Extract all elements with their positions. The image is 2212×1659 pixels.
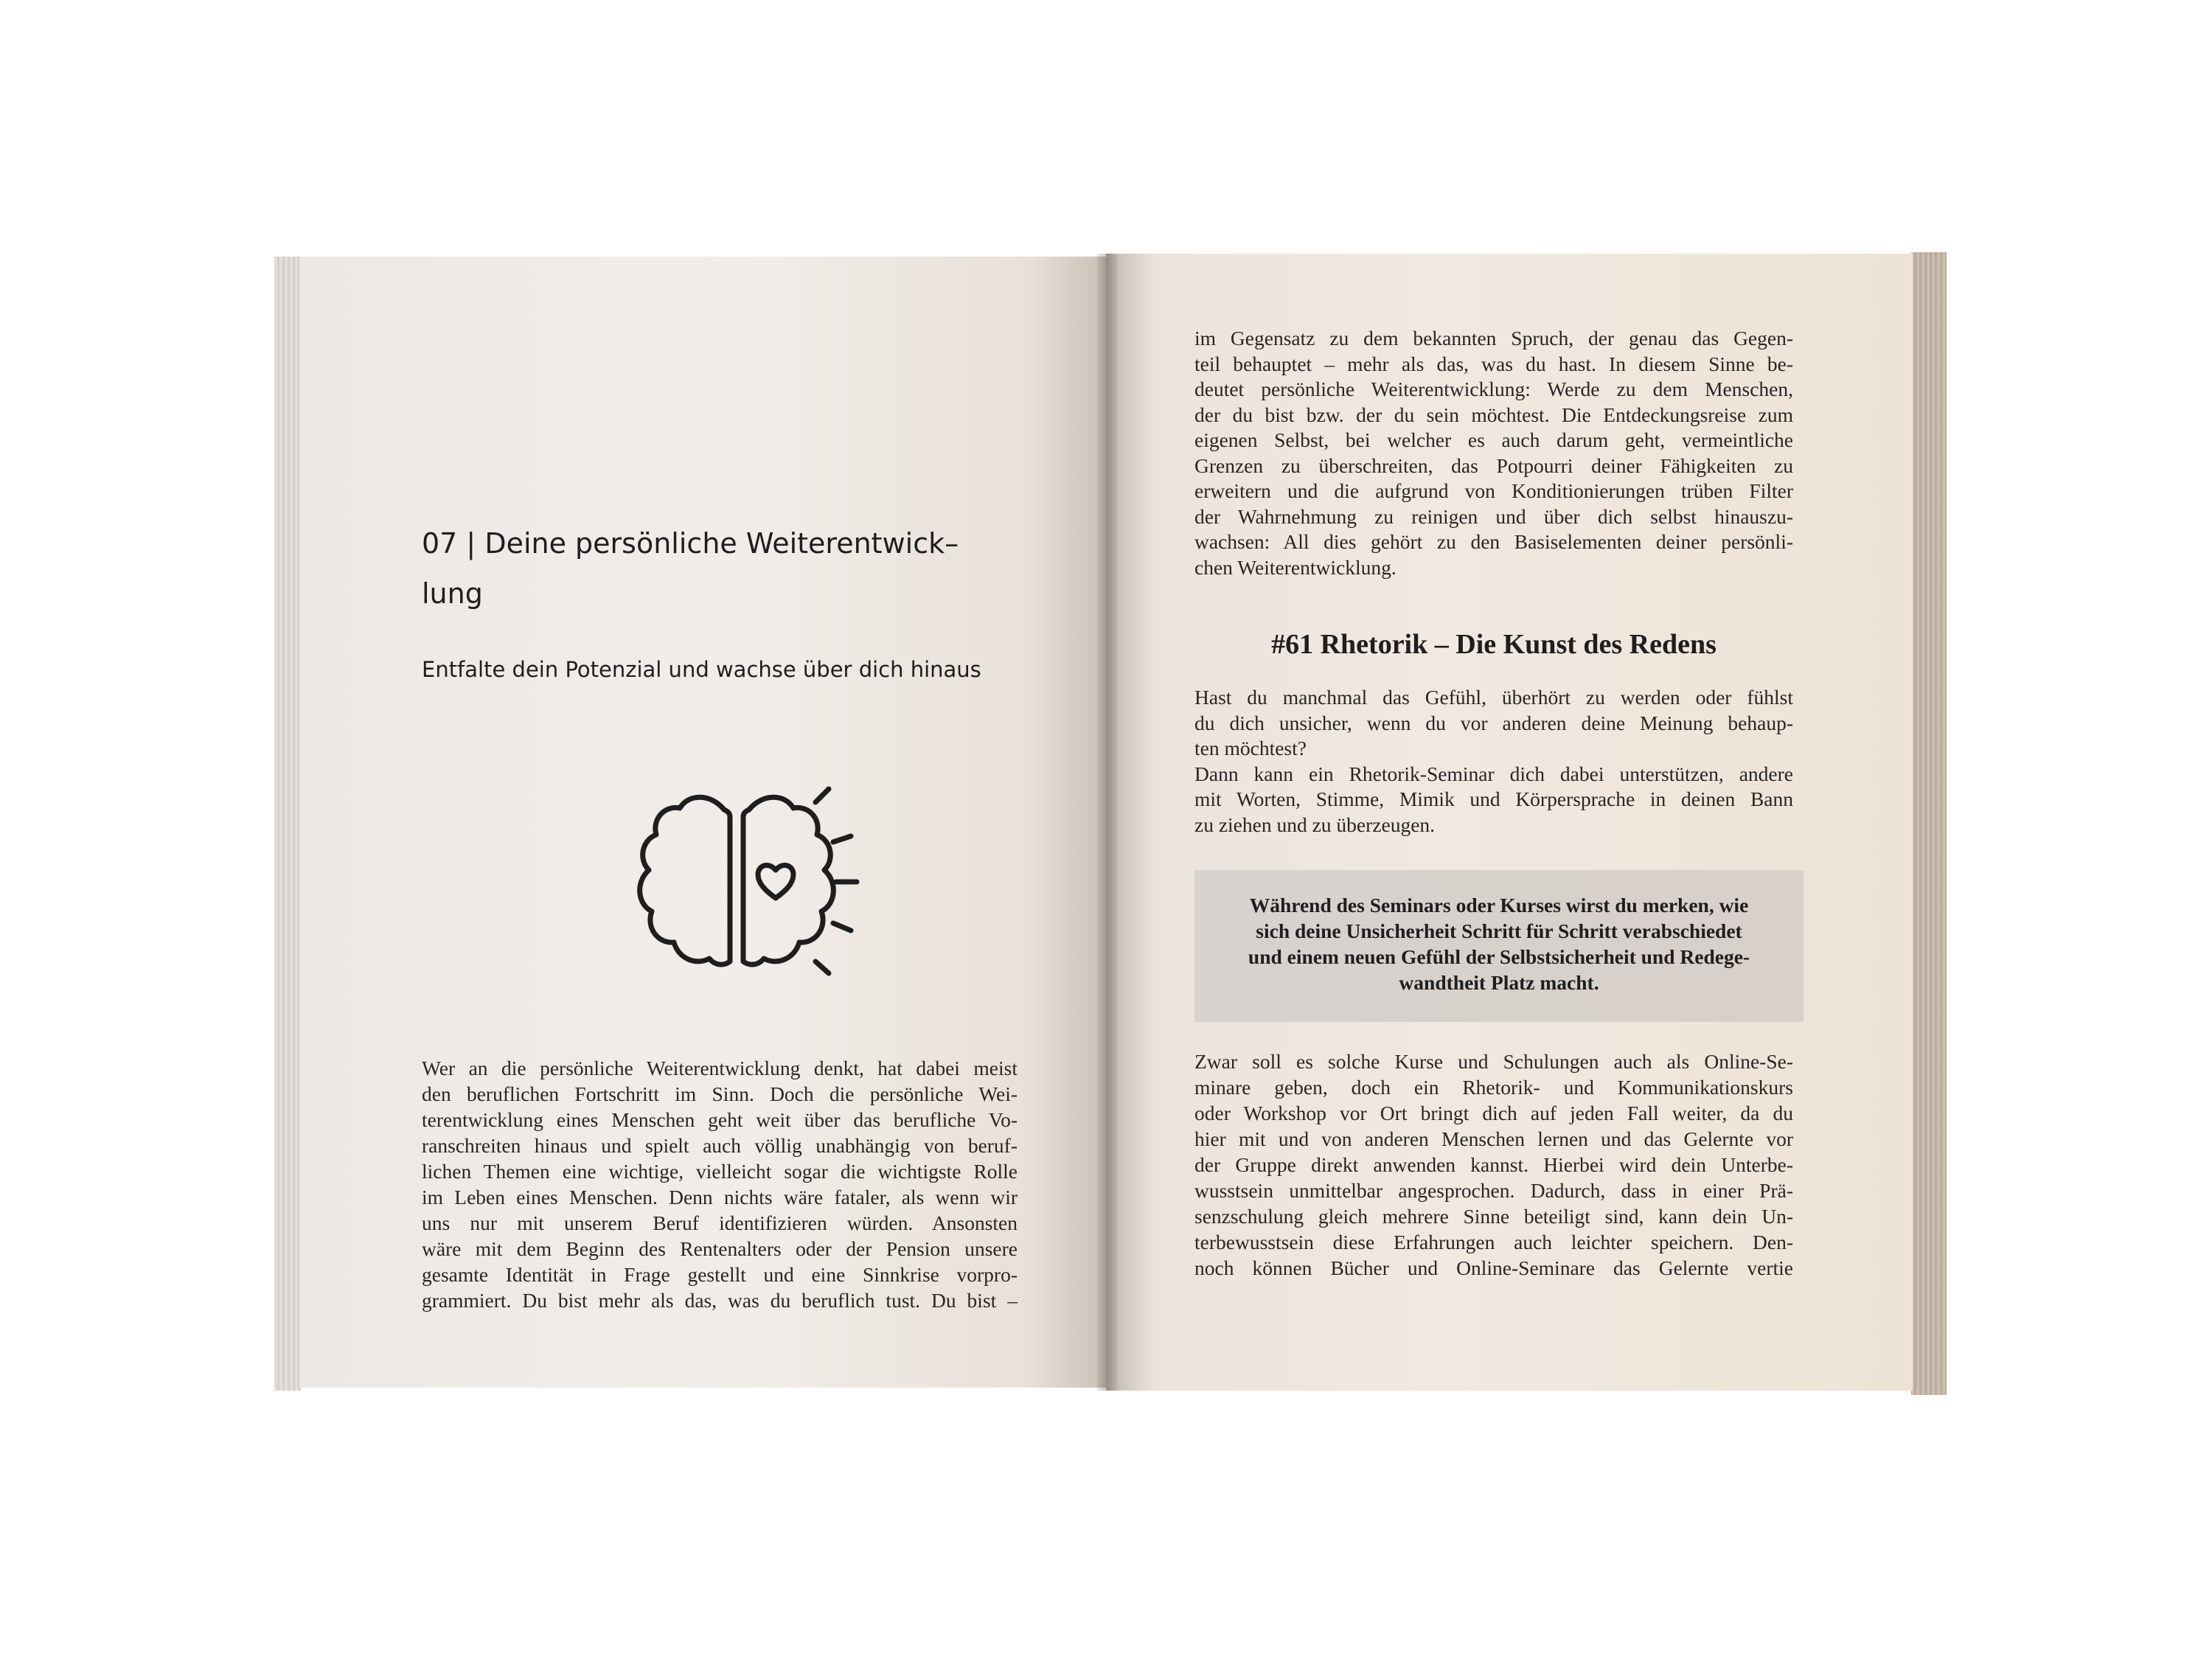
text-line: terentwicklung eines Menschen geht weit über das berufliche Vo- bbox=[422, 1108, 1018, 1131]
text-line: chen Weiterentwicklung. bbox=[1194, 555, 1397, 579]
text-line: den beruflichen Fortschritt im Sinn. Doch die persönliche Wei- bbox=[422, 1082, 1018, 1105]
text-line: oder Workshop vor Ort bringt dich auf jeden Fall weiter, da du bbox=[1194, 1102, 1793, 1124]
book-gutter bbox=[1097, 254, 1118, 1391]
text-line: erweitern und die aufgrund von Konditionierungen trüben Filter bbox=[1194, 479, 1793, 502]
chapter-subtitle: Entfalte dein Potenzial und wachse über dich hinaus bbox=[422, 657, 981, 682]
right-body-bottom-text bbox=[1194, 1048, 1793, 1281]
text-line: wachsen: All dies gehört zu den Basiselementen deiner persönli- bbox=[1194, 530, 1793, 553]
text-line: noch können Bücher und Online-Seminare das Gelernte vertie bbox=[1194, 1256, 1793, 1279]
right-body-top-text bbox=[1194, 326, 1793, 580]
text-line: wusstsein unmittelbar angesprochen. Dadurch, dass in einer Prä- bbox=[1194, 1179, 1793, 1202]
text-line: ten möchtest? bbox=[1194, 737, 1307, 759]
text-line: grammiert. Du bist mehr als das, was du beruflich tust. Du bist – bbox=[422, 1289, 1018, 1312]
text-line: uns nur mit unserem Beruf identifizieren würden. Ansonsten bbox=[422, 1211, 1018, 1234]
text-line: hier mit und von anderen Menschen lernen und das Gelernte vor bbox=[1194, 1127, 1793, 1150]
text-line: terbewusstsein diese Erfahrungen auch leichter speichern. Den- bbox=[1194, 1231, 1793, 1253]
highlight-line: und einem neuen Gefühl der Selbstsicherheit und Redege- bbox=[1248, 945, 1750, 968]
section-intro-text bbox=[1194, 685, 1793, 838]
brain-heart-icon bbox=[622, 773, 873, 1009]
text-line: der Gruppe direkt anwenden kannst. Hierbei wird dein Unterbe- bbox=[1194, 1153, 1793, 1176]
text-line: du dich unsicher, wenn du vor anderen deine Meinung behaup- bbox=[1194, 711, 1793, 734]
text-line: der Wahrnehmung zu reinigen und über dich selbst hinauszu- bbox=[1194, 504, 1793, 528]
text-line: senzschulung gleich mehrere Sinne beteiligt sind, kann dein Un- bbox=[1194, 1205, 1793, 1228]
text-line: minare geben, doch ein Rhetorik- und Kommunikationskurs bbox=[1194, 1076, 1793, 1099]
text-line: deutet persönliche Weiterentwicklung: Werde zu dem Menschen, bbox=[1194, 378, 1793, 400]
chapter-title bbox=[422, 518, 1056, 619]
text-line: teil behauptet – mehr als das, was du hast. In diesem Sinne be- bbox=[1194, 352, 1793, 375]
section-title: #61 Rhetorik – Die Kunst des Redens bbox=[1271, 629, 1717, 660]
highlight-line: sich deine Unsicherheit Schritt für Schritt verabschiedet bbox=[1256, 919, 1742, 942]
text-line: Dann kann ein Rhetorik-Seminar dich dabei unterstützen, andere bbox=[1194, 762, 1793, 785]
highlight-line: Während des Seminars oder Kurses wirst du merken, wie bbox=[1249, 894, 1749, 917]
chapter-title-line: lung bbox=[422, 577, 483, 610]
page-block-right-edge bbox=[1911, 252, 1947, 1395]
text-line: im Gegensatz zu dem bekannten Spruch, der genau das Gegen- bbox=[1194, 327, 1793, 349]
right-page bbox=[1106, 254, 1913, 1391]
page-block-left-edge bbox=[274, 257, 301, 1391]
text-line: im Leben eines Menschen. Denn nichts wäre fataler, als wenn wir bbox=[422, 1186, 1018, 1208]
text-line: Zwar soll es solche Kurse und Schulungen auch als Online-Se- bbox=[1194, 1050, 1793, 1073]
text-line: der du bist bzw. der du sein möchtest. Die Entdeckungsreise zum bbox=[1194, 403, 1793, 426]
highlight-line: wandtheit Platz macht. bbox=[1399, 971, 1599, 994]
text-line: eigenen Selbst, bei welcher es auch darum geht, vermeintliche bbox=[1194, 428, 1793, 451]
text-line: wäre mit dem Beginn des Rentenalters oder der Pension unsere bbox=[422, 1237, 1018, 1260]
text-line: lichen Themen eine wichtige, vielleicht sogar die wichtigste Rolle bbox=[422, 1160, 1018, 1183]
text-line: Grenzen zu überschreiten, das Potpourri deiner Fähigkeiten zu bbox=[1194, 453, 1793, 477]
text-line: Hast du manchmal das Gefühl, überhört zu werden oder fühlst bbox=[1194, 686, 1793, 709]
highlight-box bbox=[1194, 870, 1804, 1022]
left-body-text bbox=[422, 1055, 1018, 1313]
text-line: zu ziehen und zu überzeugen. bbox=[1194, 813, 1436, 836]
left-page bbox=[299, 257, 1109, 1388]
text-line: mit Worten, Stimme, Mimik und Körpersprache in deinen Bann bbox=[1194, 787, 1793, 810]
text-line: gesamte Identität in Frage gestellt und eine Sinnkrise vorpro- bbox=[422, 1263, 1018, 1286]
highlight-text bbox=[1212, 892, 1786, 995]
text-line: Wer an die persönliche Weiterentwicklung denkt, hat dabei meist bbox=[422, 1057, 1018, 1079]
text-line: ranschreiten hinaus und spielt auch völlig unabhängig von beruf- bbox=[422, 1134, 1018, 1157]
chapter-title-line: 07 | Deine persönliche Weiterentwick– bbox=[422, 527, 959, 560]
